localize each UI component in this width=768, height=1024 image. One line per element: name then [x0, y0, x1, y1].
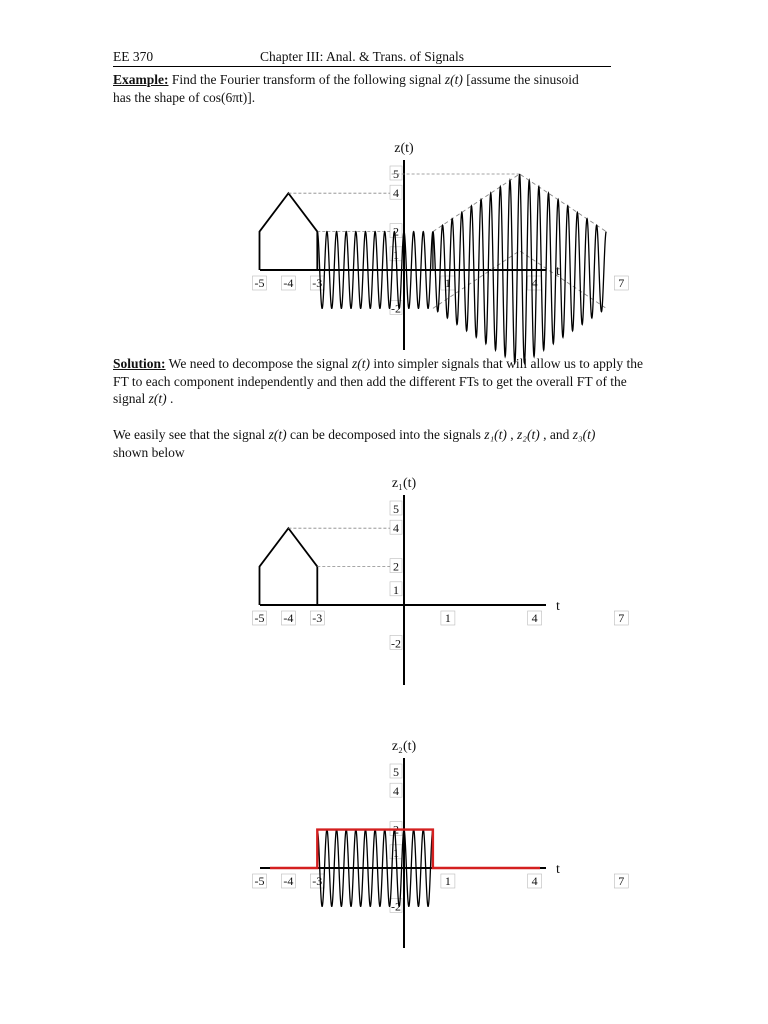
x-tick-label: 4	[531, 874, 538, 888]
chapter-title: Chapter III: Anal. & Trans. of Signals	[260, 49, 464, 64]
x-axis-label: t	[556, 862, 560, 877]
y-tick-label: 1	[393, 247, 399, 262]
x-tick-label: 1	[444, 276, 451, 290]
solution-text-3: .	[166, 391, 174, 406]
page-header	[113, 48, 611, 67]
decomp-text-2: can be decomposed into the signals	[286, 427, 485, 442]
x-tick-label: 1	[444, 611, 451, 625]
course-code: EE 370	[113, 49, 154, 64]
example-signal: z(t)	[444, 72, 463, 87]
cosine-wave	[433, 174, 606, 363]
x-tick-label: 4	[531, 276, 538, 290]
decomp-z2: z₂(t)	[517, 427, 540, 442]
trapezoid-pulse	[260, 528, 318, 605]
example-paragraph	[113, 71, 673, 106]
example-text-1: Find the Fourier transform of the following signal	[168, 72, 445, 87]
y-tick-label: 5	[393, 167, 399, 181]
x-tick-label: -3	[312, 611, 323, 625]
figure-title: z₂(t)	[391, 739, 417, 754]
decomp-comma: ,	[506, 427, 518, 442]
x-tick-label: 4	[531, 611, 538, 625]
x-tick-label: -4	[283, 276, 294, 290]
y-tick-label: -2	[391, 301, 401, 316]
decomp-and: , and	[539, 427, 573, 442]
example-label: Example:	[113, 72, 169, 87]
x-tick-label: -5	[254, 611, 265, 625]
y-tick-label: 4	[393, 186, 399, 201]
y-tick-label: 2	[393, 224, 399, 239]
decomp-z3: z₃(t)	[572, 427, 596, 442]
figure-title: z(t)	[394, 141, 414, 156]
figure-title: z₁(t)	[391, 476, 417, 491]
y-tick-label: -2	[391, 899, 401, 914]
decomp-text-1: We easily see that the signal	[113, 427, 269, 442]
x-tick-label: 7	[618, 611, 625, 625]
figure-z2	[0, 728, 768, 953]
trapezoid-pulse	[260, 193, 318, 270]
decomp-z1: z₁(t)	[484, 427, 507, 442]
x-tick-label: -5	[254, 276, 265, 290]
solution-paragraph	[113, 355, 658, 408]
y-tick-label: 4	[393, 784, 399, 799]
x-tick-label: -5	[254, 874, 265, 888]
decomp-text-3: shown below	[113, 444, 185, 460]
figure-z1	[0, 465, 768, 690]
x-tick-label: 1	[444, 874, 451, 888]
figure-z	[0, 130, 768, 352]
x-tick-label: -3	[312, 874, 323, 888]
x-axis-label: t	[556, 264, 560, 279]
x-tick-label: 7	[618, 276, 625, 290]
y-tick-label: 4	[393, 521, 399, 536]
x-tick-label: -3	[312, 276, 323, 290]
x-tick-label: -4	[283, 611, 294, 625]
solution-signal-2: z(t)	[148, 391, 167, 406]
y-tick-label: 1	[393, 845, 399, 860]
decomposition-paragraph	[113, 426, 658, 461]
y-tick-label: 5	[393, 502, 399, 516]
example-text-3: has the shape of cos(6πt)].	[113, 89, 256, 105]
solution-text-2: into simpler signals that will allow us to apply the FT to each component independently and then add the different FTs to get the overall FT of the signal	[113, 356, 644, 406]
solution-label: Solution:	[113, 356, 166, 371]
solution-text-1: We need to decompose the signal	[165, 356, 353, 371]
y-tick-label: -2	[391, 636, 401, 651]
x-tick-label: 7	[618, 874, 625, 888]
decomp-signal: z(t)	[268, 427, 287, 442]
x-axis-label: t	[556, 599, 560, 614]
y-tick-label: 1	[393, 582, 399, 597]
y-tick-label: 2	[393, 559, 399, 574]
example-text-2: [assume the sinusoid	[462, 72, 579, 87]
y-tick-label: 5	[393, 765, 399, 779]
y-tick-label: 2	[393, 822, 399, 837]
x-tick-label: -4	[283, 874, 294, 888]
solution-signal-1: z(t)	[352, 356, 371, 371]
